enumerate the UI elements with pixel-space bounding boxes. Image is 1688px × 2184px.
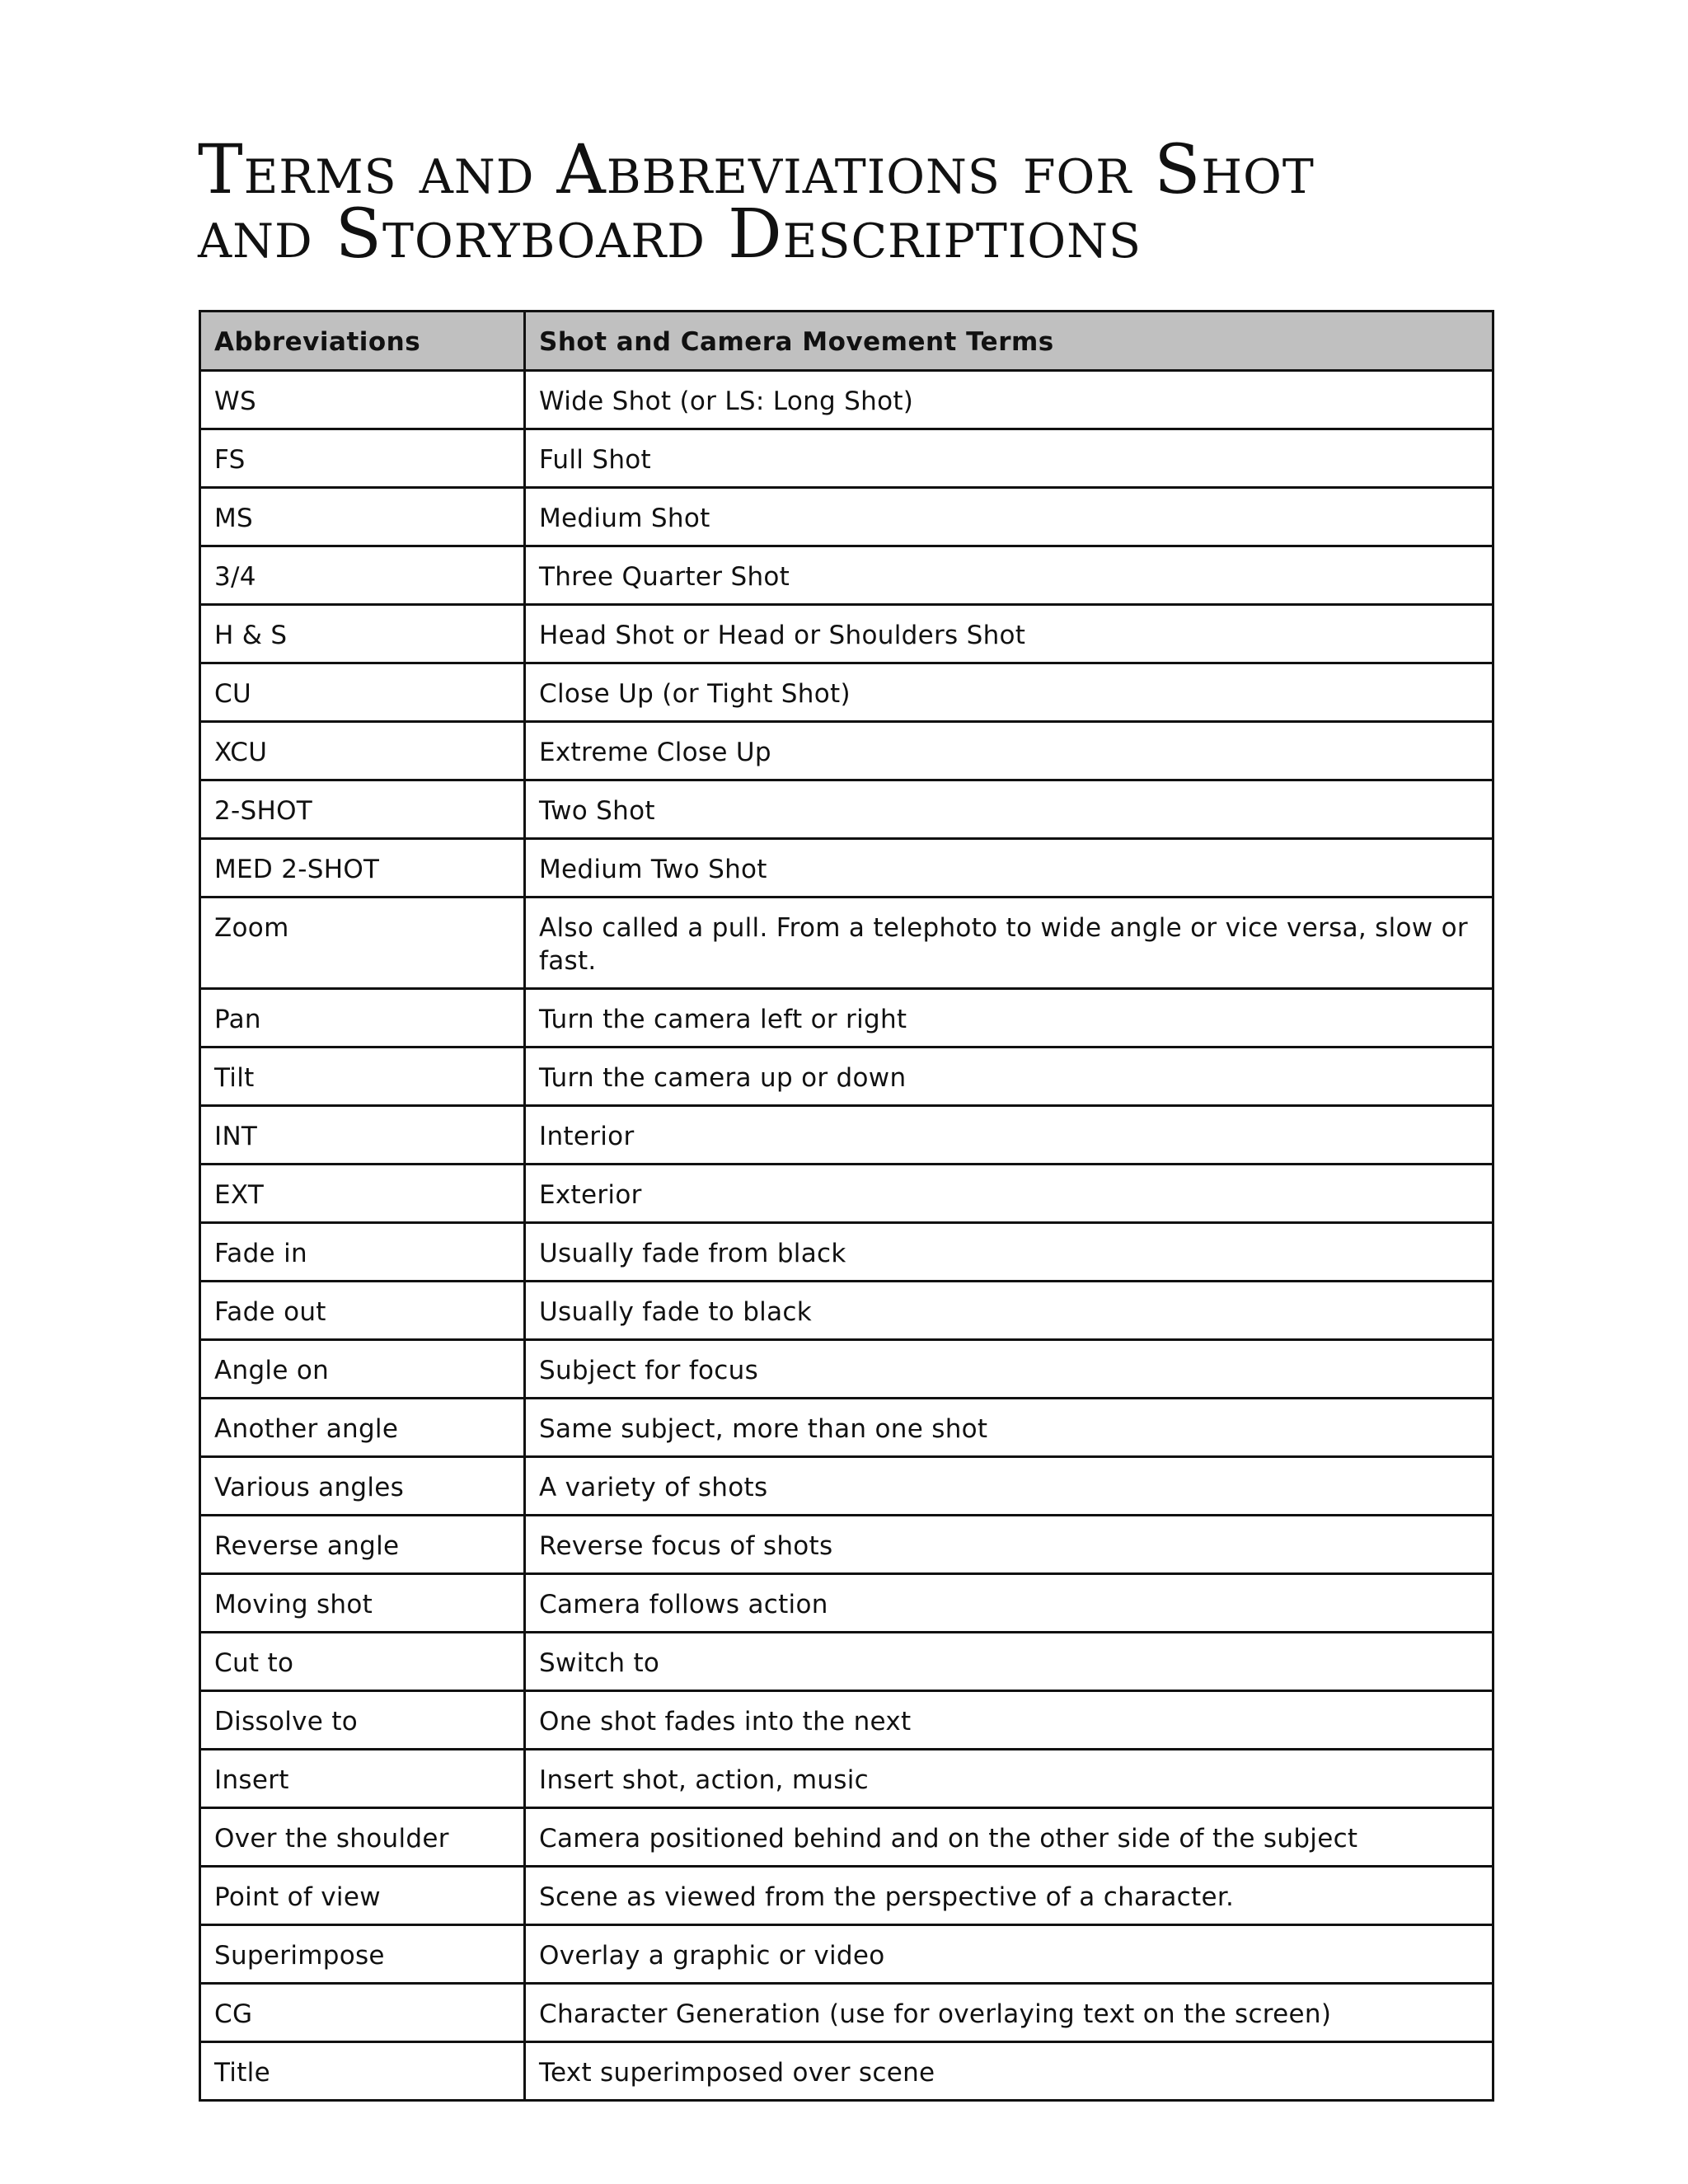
abbreviation-cell: Various angles — [200, 1457, 525, 1516]
page-title — [198, 131, 1517, 274]
term-cell: Same subject, more than one shot — [525, 1399, 1493, 1457]
page-title-line-1: Terms and Abbreviations for Shot — [198, 131, 1315, 209]
table-row — [200, 1925, 1493, 1984]
abbreviation-cell: Zoom — [200, 898, 525, 989]
table-row — [200, 1574, 1493, 1633]
abbreviation-cell: CU — [200, 663, 525, 722]
abbreviation-cell: WS — [200, 371, 525, 429]
abbreviation-cell: 3/4 — [200, 546, 525, 605]
abbreviation-cell: INT — [200, 1106, 525, 1165]
term-cell: Camera positioned behind and on the other side of the subject — [525, 1808, 1493, 1867]
table-row — [200, 1282, 1493, 1340]
abbreviation-cell: Reverse angle — [200, 1516, 525, 1574]
abbreviation-cell: Title — [200, 2042, 525, 2101]
table-row — [200, 780, 1493, 839]
abbreviation-cell: Tilt — [200, 1047, 525, 1106]
table-row — [200, 2042, 1493, 2101]
abbreviation-cell: MS — [200, 488, 525, 546]
term-cell: Full Shot — [525, 429, 1493, 488]
column-header-abbreviations: Abbreviations — [200, 312, 525, 371]
term-cell: Text superimposed over scene — [525, 2042, 1493, 2101]
abbreviation-cell: Over the shoulder — [200, 1808, 525, 1867]
abbreviation-cell: Fade in — [200, 1223, 525, 1282]
table-row — [200, 722, 1493, 780]
abbreviation-cell: EXT — [200, 1165, 525, 1223]
term-cell: Subject for focus — [525, 1340, 1493, 1399]
table-row — [200, 429, 1493, 488]
table-row — [200, 1165, 1493, 1223]
term-cell: A variety of shots — [525, 1457, 1493, 1516]
table-row — [200, 1516, 1493, 1574]
term-cell: Usually fade from black — [525, 1223, 1493, 1282]
abbreviation-cell: Dissolve to — [200, 1691, 525, 1750]
term-cell: Scene as viewed from the perspective of a character. — [525, 1867, 1493, 1925]
abbreviation-cell: Pan — [200, 989, 525, 1047]
table-row — [200, 989, 1493, 1047]
abbreviation-cell: H & S — [200, 605, 525, 663]
term-cell: Wide Shot (or LS: Long Shot) — [525, 371, 1493, 429]
table-row — [200, 1691, 1493, 1750]
table-body — [200, 371, 1493, 2101]
table-row — [200, 546, 1493, 605]
abbreviation-cell: Cut to — [200, 1633, 525, 1691]
term-cell: Interior — [525, 1106, 1493, 1165]
table-row — [200, 1867, 1493, 1925]
terms-table — [199, 310, 1494, 2102]
abbreviation-cell: Insert — [200, 1750, 525, 1808]
term-cell: Three Quarter Shot — [525, 546, 1493, 605]
term-cell: Reverse focus of shots — [525, 1516, 1493, 1574]
table-row — [200, 1808, 1493, 1867]
term-cell: Head Shot or Head or Shoulders Shot — [525, 605, 1493, 663]
table-row — [200, 663, 1493, 722]
table-row — [200, 1750, 1493, 1808]
table-row — [200, 898, 1493, 989]
abbreviation-cell: 2-SHOT — [200, 780, 525, 839]
abbreviation-cell: Point of view — [200, 1867, 525, 1925]
abbreviation-cell: Superimpose — [200, 1925, 525, 1984]
column-header-terms: Shot and Camera Movement Terms — [525, 312, 1493, 371]
table-row — [200, 1223, 1493, 1282]
term-cell: Two Shot — [525, 780, 1493, 839]
table-row — [200, 1633, 1493, 1691]
page-title-line-2: and Storyboard Descriptions — [198, 195, 1142, 274]
table-header — [200, 312, 1493, 371]
table-row — [200, 839, 1493, 898]
term-cell: Close Up (or Tight Shot) — [525, 663, 1493, 722]
table-row — [200, 488, 1493, 546]
abbreviation-cell: Fade out — [200, 1282, 525, 1340]
table-row — [200, 1399, 1493, 1457]
term-cell: Insert shot, action, music — [525, 1750, 1493, 1808]
table-row — [200, 1340, 1493, 1399]
abbreviation-cell: Angle on — [200, 1340, 525, 1399]
term-cell: Character Generation (use for overlaying text on the screen) — [525, 1984, 1493, 2042]
term-cell: Switch to — [525, 1633, 1493, 1691]
term-cell: One shot fades into the next — [525, 1691, 1493, 1750]
table-row — [200, 605, 1493, 663]
term-cell: Turn the camera up or down — [525, 1047, 1493, 1106]
table-row — [200, 371, 1493, 429]
abbreviation-cell: Another angle — [200, 1399, 525, 1457]
term-cell: Turn the camera left or right — [525, 989, 1493, 1047]
table-row — [200, 1984, 1493, 2042]
abbreviation-cell: MED 2-SHOT — [200, 839, 525, 898]
table-row — [200, 1457, 1493, 1516]
table-row — [200, 1047, 1493, 1106]
abbreviation-cell: XCU — [200, 722, 525, 780]
term-cell: Camera follows action — [525, 1574, 1493, 1633]
term-cell: Exterior — [525, 1165, 1493, 1223]
abbreviation-cell: CG — [200, 1984, 525, 2042]
term-cell: Usually fade to black — [525, 1282, 1493, 1340]
abbreviation-cell: Moving shot — [200, 1574, 525, 1633]
term-cell: Also called a pull. From a telephoto to wide angle or vice versa, slow or fast. — [525, 898, 1493, 989]
term-cell: Extreme Close Up — [525, 722, 1493, 780]
table-row — [200, 1106, 1493, 1165]
term-cell: Overlay a graphic or video — [525, 1925, 1493, 1984]
term-cell: Medium Two Shot — [525, 839, 1493, 898]
abbreviation-cell: FS — [200, 429, 525, 488]
term-cell: Medium Shot — [525, 488, 1493, 546]
table-header-row — [200, 312, 1493, 371]
